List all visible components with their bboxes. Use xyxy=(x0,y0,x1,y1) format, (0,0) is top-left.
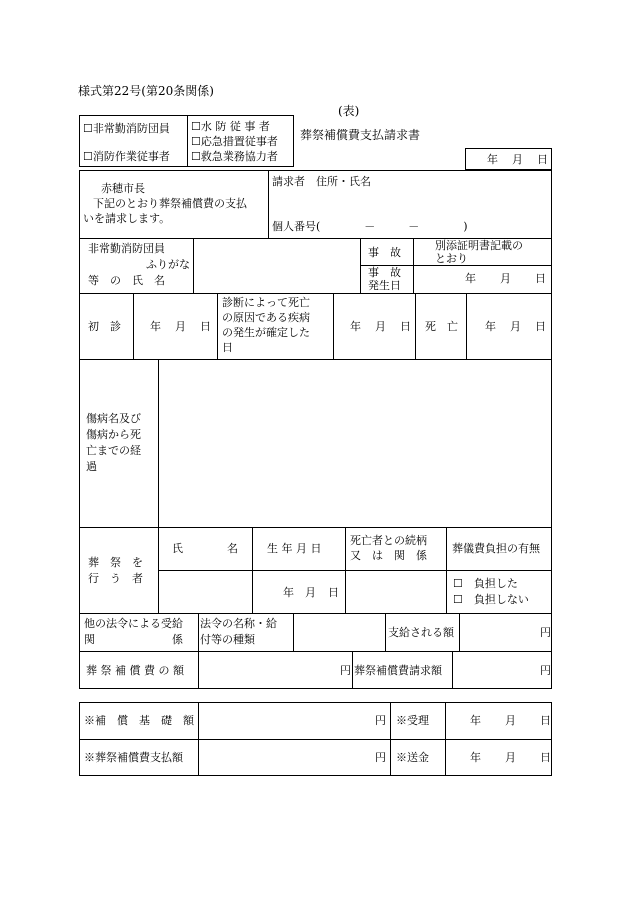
accident-value-1: 別添証明書記載の xyxy=(435,239,523,252)
funeral-performer-2: 行 う 者 xyxy=(88,572,143,585)
member-label-1: 非常勤消防団員 xyxy=(88,242,165,255)
option-flood[interactable]: ☐水 防 従 事 者 xyxy=(191,120,270,133)
request-text-1: 下記のとおり葬祭補償費の支払 xyxy=(93,197,247,210)
diagnosis-label-4: 日 xyxy=(222,341,233,354)
sent-label: ※送金 xyxy=(396,751,429,764)
burden-yes[interactable]: ☐ 負担した xyxy=(453,577,518,590)
burden-column: 葬儀費負担の有無 xyxy=(452,542,540,555)
accident-date-label-1: 事 故 xyxy=(368,266,401,279)
option-ambulance-assist[interactable]: ☐救急業務協力者 xyxy=(191,150,278,163)
received-label: ※受理 xyxy=(396,714,429,727)
disease-label-2: 傷病から死 xyxy=(86,428,141,441)
name-column: 氏 名 xyxy=(172,542,238,555)
birth-column: 生 年 月 日 xyxy=(267,542,322,555)
diagnosis-label-2: の原因である疾病 xyxy=(222,311,310,324)
member-name-label: 等 の 氏 名 xyxy=(88,274,165,287)
relation-column-1: 死亡者との続柄 xyxy=(350,534,427,547)
disease-label-4: 過 xyxy=(86,460,97,473)
burden-no[interactable]: ☐ 負担しない xyxy=(453,593,529,606)
option-volunteer-fire[interactable]: ☐非常勤消防団員 xyxy=(83,122,170,135)
disease-label-3: 亡までの経 xyxy=(86,444,141,457)
document-title: 葬祭補償費支払請求書 xyxy=(300,128,421,142)
claimant-label: 請求者 住所・氏名 xyxy=(272,175,371,188)
option-emergency-measure[interactable]: ☐応急措置従事者 xyxy=(191,135,278,148)
other-law-label-2: 関 係 xyxy=(84,633,183,646)
funeral-comp-label: 葬 祭 補 償 費 の 額 xyxy=(86,664,184,677)
side-label: (表) xyxy=(338,104,360,118)
paid-amount-label: 支給される額 xyxy=(388,626,454,639)
accident-label: 事 故 xyxy=(368,246,401,259)
disease-label-1: 傷病名及び xyxy=(86,412,141,425)
relation-column-2: 又 は 関 係 xyxy=(350,549,427,562)
claim-amount-label: 葬祭補償費請求額 xyxy=(354,664,442,677)
pay-amount-label: ※葬祭補償費支払額 xyxy=(84,751,183,764)
option-fire-work[interactable]: ☐消防作業従事者 xyxy=(83,150,170,163)
base-amount-label: ※補 償 基 礎 額 xyxy=(84,714,194,727)
funeral-performer-1: 葬 祭 を xyxy=(88,556,143,569)
diagnosis-label-1: 診断によって死亡 xyxy=(222,296,310,309)
request-text-2: いを請求します。 xyxy=(83,212,171,225)
form-number: 様式第22号(第20条関係) xyxy=(78,84,214,98)
personal-number[interactable]: 個人番号( － － ) xyxy=(272,220,468,233)
law-name-label-2: 付等の種類 xyxy=(200,633,255,646)
addressee: 赤穂市長 xyxy=(101,182,145,195)
law-name-label-1: 法令の名称・給 xyxy=(200,617,277,630)
other-law-label-1: 他の法令による受給 xyxy=(84,617,183,630)
furigana-label: ふりがな xyxy=(146,258,190,271)
accident-value-2: とおり xyxy=(435,252,468,265)
diagnosis-label-3: の発生が確定した xyxy=(222,326,310,339)
death-label: 死 亡 xyxy=(425,320,458,333)
accident-date-label-2: 発生日 xyxy=(368,279,401,292)
first-visit-label: 初 診 xyxy=(88,320,121,333)
